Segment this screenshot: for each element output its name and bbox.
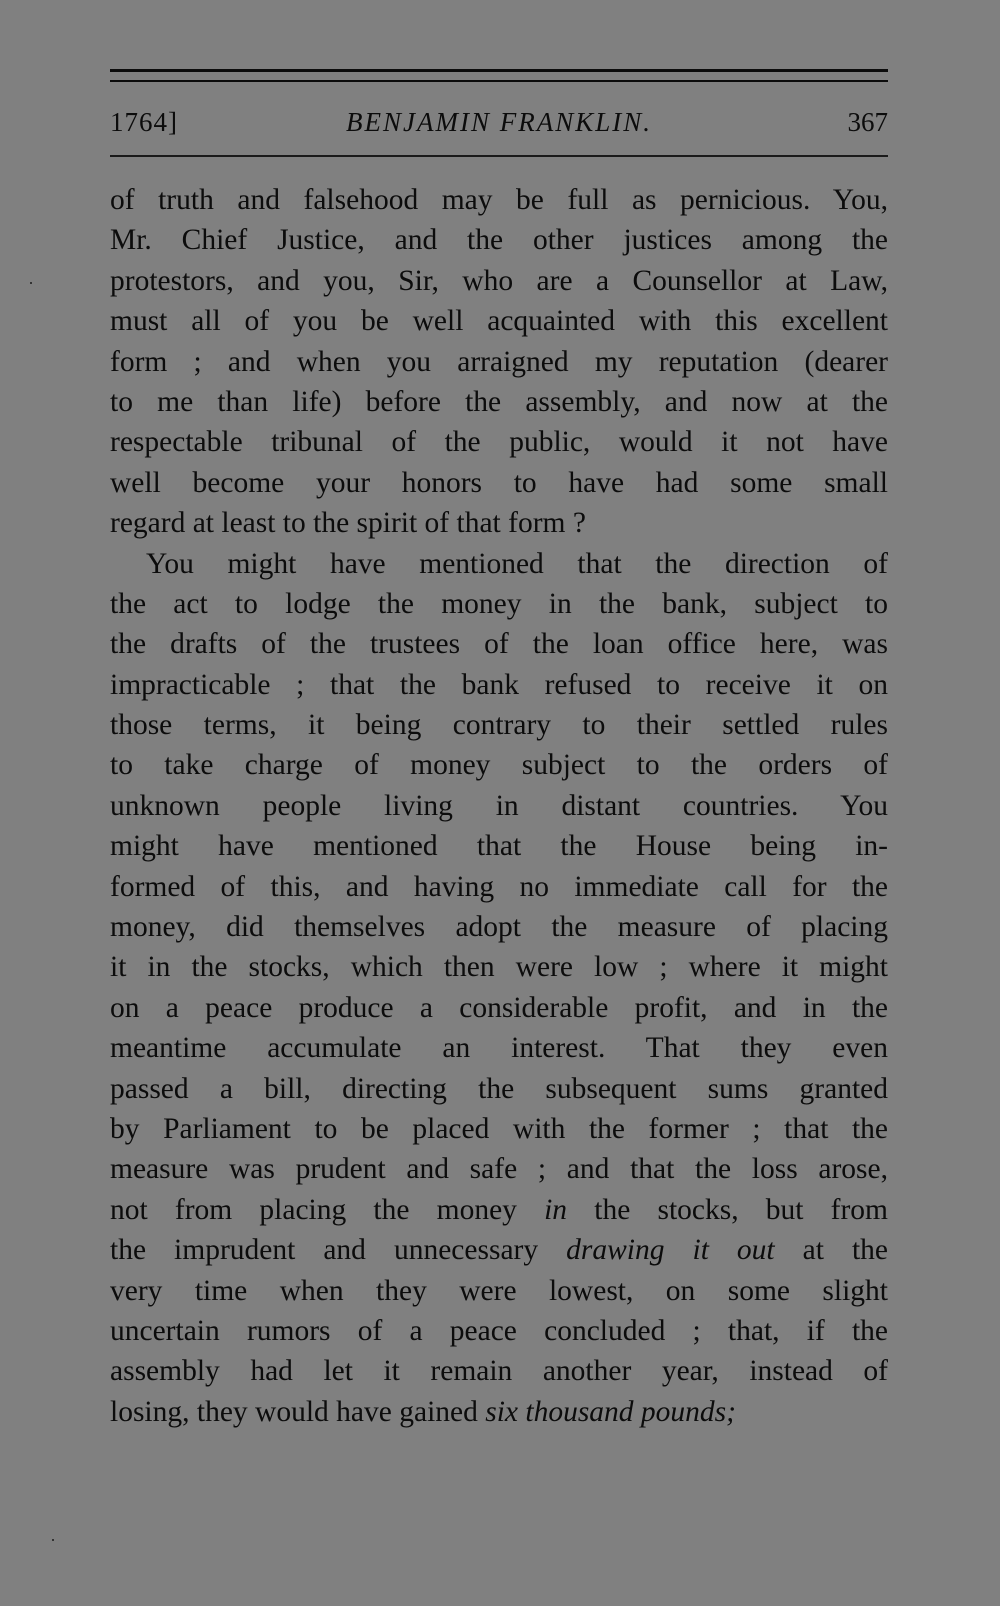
text-line: to me than life) before the assembly, and now at the bbox=[110, 385, 888, 418]
text-line bbox=[110, 1190, 888, 1230]
top-rule bbox=[110, 69, 888, 72]
text-line: assembly had let it remain another year, instead of bbox=[110, 1355, 888, 1388]
text-line: the act to lodge the money in the bank, subject to bbox=[110, 587, 888, 620]
top-rule-thin bbox=[110, 80, 888, 82]
text-segment: at the bbox=[774, 1234, 888, 1267]
text-line bbox=[110, 1392, 888, 1432]
text-line bbox=[110, 1230, 888, 1270]
text-line: passed a bill, directing the subsequent sums granted bbox=[110, 1072, 888, 1105]
text-line: those terms, it being contrary to their settled rules bbox=[110, 709, 888, 742]
text-segment: the stocks, but from bbox=[567, 1193, 888, 1226]
text-line: very time when they were lowest, on some slight bbox=[110, 1274, 888, 1307]
text-line: of truth and falsehood may be full as pernicious. You, bbox=[110, 184, 888, 216]
text-line: money, did themselves adopt the measure of placing bbox=[110, 911, 888, 944]
text-segment: not from placing the money bbox=[110, 1193, 545, 1226]
text-line: regard at least to the spirit of that form ? bbox=[110, 507, 586, 540]
page-number: 367 bbox=[847, 107, 888, 137]
text-line: on a peace produce a considerable profit, and in the bbox=[110, 991, 888, 1024]
text-line: You might have mentioned that the direction of bbox=[146, 547, 888, 580]
running-header bbox=[110, 104, 888, 140]
text-line: protestors, and you, Sir, who are a Counsellor at Law, bbox=[110, 264, 888, 297]
body-text bbox=[110, 180, 888, 1432]
text-segment: the imprudent and unnecessary bbox=[110, 1234, 567, 1267]
scan-speck bbox=[30, 282, 32, 284]
text-line: to take charge of money subject to the orders of bbox=[110, 749, 888, 782]
text-line: Mr. Chief Justice, and the other justices among the bbox=[110, 224, 888, 257]
header-year: 1764] bbox=[110, 107, 178, 137]
text-line: respectable tribunal of the public, would it not have bbox=[110, 426, 888, 459]
text-line: form ; and when you arraigned my reputation (dearer bbox=[110, 345, 888, 378]
italic-segment: drawing it out bbox=[566, 1234, 775, 1267]
text-line: uncertain rumors of a peace concluded ; that, if the bbox=[110, 1314, 888, 1347]
text-line: by Parliament to be placed with the former ; that the bbox=[110, 1112, 888, 1145]
text-line: formed of this, and having no immediate call for the bbox=[110, 870, 888, 903]
text-line: it in the stocks, which then were low ; where it might bbox=[110, 951, 888, 984]
text-line: impracticable ; that the bank refused to receive it on bbox=[110, 668, 888, 701]
italic-segment: six thousand pounds; bbox=[485, 1395, 736, 1428]
scan-speck bbox=[52, 1539, 54, 1541]
text-line: must all of you be well acquainted with this excellent bbox=[110, 305, 888, 338]
header-title: BENJAMIN FRANKLIN. bbox=[346, 107, 652, 137]
text-line: meantime accumulate an interest. That they even bbox=[110, 1032, 888, 1065]
text-line: measure was prudent and safe ; and that the loss arose, bbox=[110, 1153, 888, 1186]
text-segment: losing, they would have gained bbox=[110, 1395, 486, 1428]
text-line: well become your honors to have had some small bbox=[110, 466, 888, 499]
italic-segment: in bbox=[544, 1193, 568, 1226]
text-line: the drafts of the trustees of the loan office here, was bbox=[110, 628, 888, 661]
text-line: might have mentioned that the House being in- bbox=[110, 830, 888, 863]
text-line: unknown people living in distant countries. You bbox=[110, 789, 888, 822]
header-rule bbox=[110, 155, 888, 157]
